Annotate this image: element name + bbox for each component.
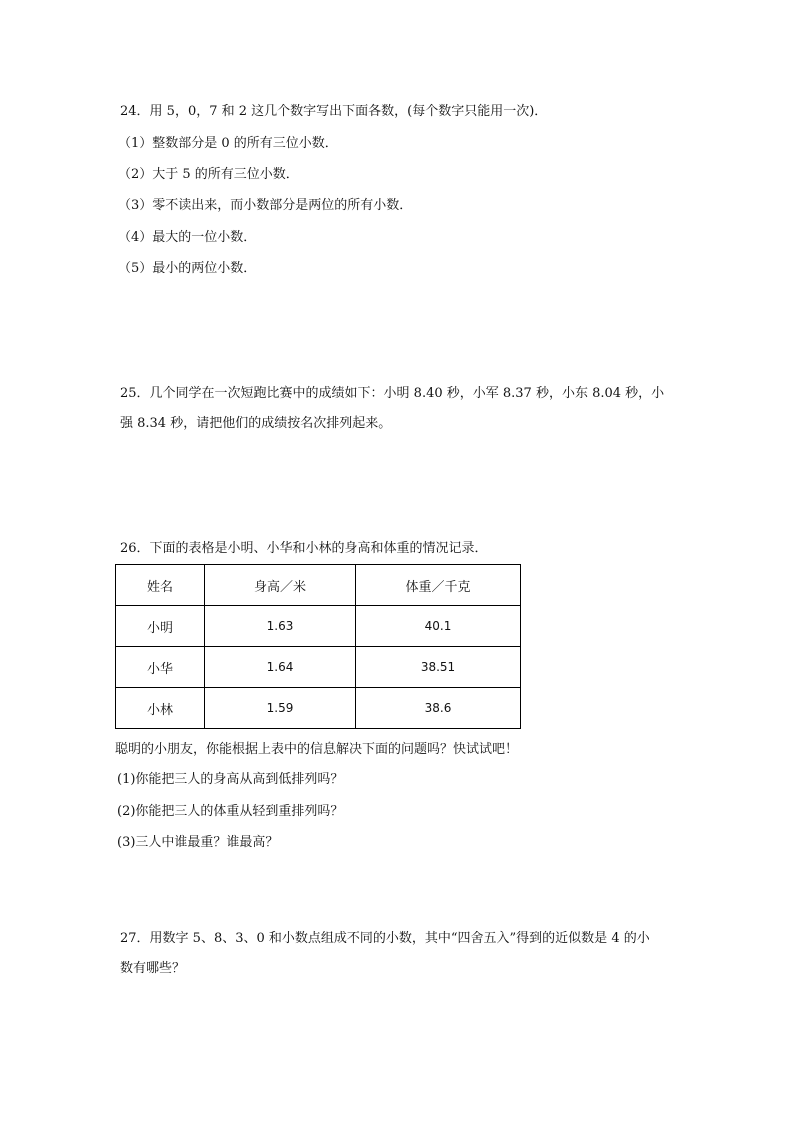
table-header-cell: 姓名 bbox=[116, 565, 205, 606]
q26-stem: 26．下面的表格是小明、小华和小林的身高和体重的情况记录． bbox=[120, 541, 488, 556]
q26-item-2: (2)你能把三人的体重从轻到重排列吗？ bbox=[117, 804, 344, 819]
q24-item-1: （1）整数部分是 0 的所有三位小数． bbox=[118, 136, 338, 151]
q24-stem: 24．用 5，0，7 和 2 这几个数字写出下面各数，(每个数字只能用一次)． bbox=[120, 104, 548, 119]
table-header-cell: 体重／千克 bbox=[356, 565, 521, 606]
table-header-cell: 身高／米 bbox=[205, 565, 356, 606]
table-cell-name: 小林 bbox=[116, 688, 205, 729]
q24-item-4: （4）最大的一位小数． bbox=[118, 230, 257, 245]
table-row bbox=[116, 688, 521, 729]
table-cell-weight: 38.6 bbox=[356, 688, 521, 729]
q24-item-2: （2）大于 5 的所有三位小数． bbox=[118, 167, 299, 182]
q26-item-3: (3)三人中谁最重？谁最高？ bbox=[117, 835, 279, 850]
table-cell-height: 1.63 bbox=[205, 606, 356, 647]
q25-line-1: 25．几个同学在一次短跑比赛中的成绩如下：小明 8.40 秒，小军 8.37 秒，小东 8.04 秒，小 bbox=[120, 386, 665, 401]
q26-prompt: 聪明的小朋友，你能根据上表中的信息解决下面的问题吗？快试试吧！ bbox=[115, 742, 519, 757]
record-table bbox=[115, 564, 521, 729]
q25-line-2: 强 8.34 秒，请把他们的成绩按名次排列起来。 bbox=[120, 416, 392, 431]
q27-line-1: 27．用数字 5、8、3、0 和小数点组成不同的小数，其中“四舍五入”得到的近似数是 4 的小 bbox=[120, 931, 650, 946]
q27-line-2: 数有哪些？ bbox=[120, 961, 186, 976]
q26-item-1: (1)你能把三人的身高从高到低排列吗？ bbox=[117, 772, 344, 787]
table-header-row bbox=[116, 565, 521, 606]
table-cell-height: 1.64 bbox=[205, 647, 356, 688]
table-cell-weight: 38.51 bbox=[356, 647, 521, 688]
table-cell-name: 小华 bbox=[116, 647, 205, 688]
table-row bbox=[116, 606, 521, 647]
table-cell-weight: 40.1 bbox=[356, 606, 521, 647]
q24-item-5: （5）最小的两位小数． bbox=[118, 261, 257, 276]
table-cell-height: 1.59 bbox=[205, 688, 356, 729]
table-cell-name: 小明 bbox=[116, 606, 205, 647]
q24-item-3: （3）零不读出来，而小数部分是两位的所有小数． bbox=[118, 198, 413, 213]
table-row bbox=[116, 647, 521, 688]
